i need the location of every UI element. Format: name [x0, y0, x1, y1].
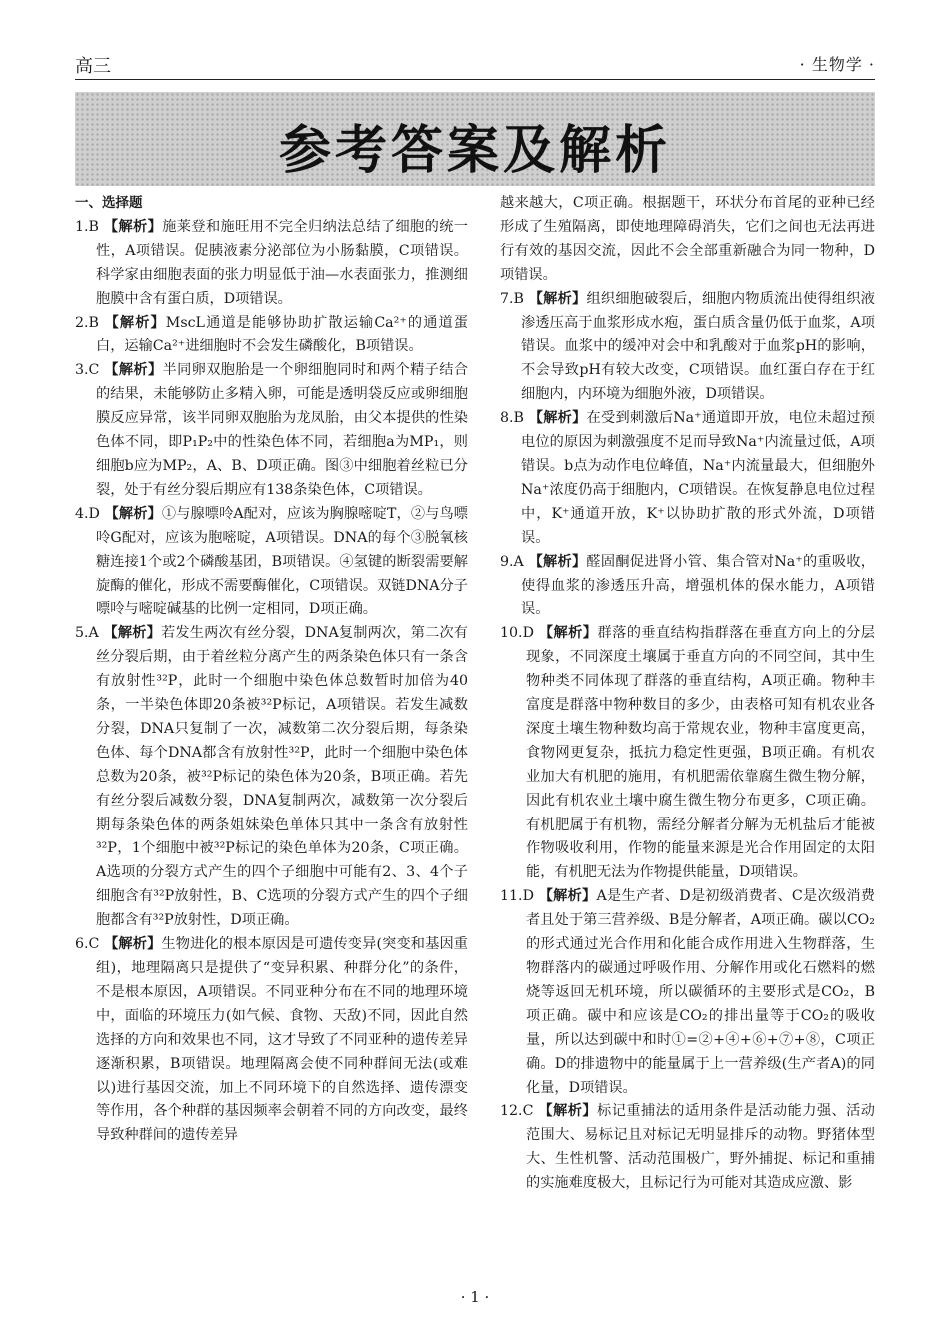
analysis-tag: 【解析】	[538, 888, 597, 905]
answer-letter: D	[522, 625, 534, 642]
title-banner	[75, 92, 875, 186]
answer-continuation: 越来越大，C项正确。根据题干，环状分布首尾的亚种已经形成了生殖隔离，即使地理障碍消失，它们之间也无法再进行有效的基因交流，因此不会全部重新融合为同一物种，D项错误。	[500, 195, 875, 283]
page-title: 参考答案及解析	[278, 121, 671, 181]
answer-letter: C	[88, 362, 100, 379]
answer-text: ①与腺嘌呤A配对，应该为胸腺嘧啶T，②与鸟嘌呤G配对，应该为胞嘧啶，A项错误。DNA的每个③脱氧核糖连接1个或2个磷酸基团，B项错误。④氢键的断裂需要解旋酶的催化，形成不需要酶催化，C项错误。双链DNA分子嘌呤与嘧啶碱基的比例一定相同，D项正确。	[96, 505, 468, 618]
answer-item	[500, 622, 875, 885]
answer-letter: B	[88, 218, 99, 235]
answer-number: 2.	[75, 314, 89, 331]
answer-item	[75, 359, 468, 502]
answer-text: 组织细胞破裂后，细胞内物质流出使得组织液渗透压高于血浆形成水疱，蛋白质含量仍低于血浆，A项错误。血浆中的缓冲对会中和乳酸对于血浆pH的影响，不会导致pH有较大改变，C项错误。血红蛋白存在于红细胞内，内环境为细胞外液，D项错误。	[521, 290, 875, 403]
answer-item	[500, 1100, 875, 1196]
analysis-tag: 【解析】	[104, 362, 163, 379]
answer-number: 3.	[75, 362, 89, 379]
right-column	[500, 192, 875, 1196]
section-title: 一、选择题	[75, 195, 143, 211]
answer-item	[500, 407, 875, 550]
answer-item	[75, 216, 468, 312]
answer-item	[75, 503, 468, 623]
analysis-tag: 【解析】	[528, 410, 587, 427]
answer-item	[75, 312, 468, 360]
answer-letter: C	[522, 1103, 534, 1120]
subject-label: · 生物学 ·	[799, 55, 875, 74]
answer-item	[500, 551, 875, 623]
answer-number: 1.	[75, 218, 89, 235]
answer-letter: B	[513, 290, 524, 307]
answer-letter: A	[513, 553, 524, 570]
analysis-tag: 【解析】	[103, 218, 163, 235]
answer-letter: A	[88, 625, 99, 642]
answer-text: A是生产者、D是初级消费者、C是次级消费者且处于第三营养级、B是分解者，A项正确。碳以CO₂的形式通过光合作用和化能合成作用进入生物群落，生物群落内的碳通过呼吸作用、分解作用或化石燃料的燃烧等返回无机环境，所以碳循环的主要形式是CO₂，B项正确。碳中和应该是CO₂的排出量等于CO₂的吸收量，所以达到碳中和时①=②+④+⑥+⑦+⑧，C项正确。D的排遗物中的能量属于上一营养级(生产者A)的同化量，D项错误。	[526, 888, 875, 1096]
answer-text: 在受到刺激后Na⁺通道即开放，电位未超过预电位的原因为刺激强度不足而导致Na⁺内流量过低，A项错误。b点为动作电位峰值，Na⁺内流量最大，但细胞外Na⁺浓度仍高于细胞内，C项错误。在恢复静息电位过程中，K⁺通道开放，K⁺以协助扩散的形式外流，D项错误。	[521, 410, 875, 546]
answer-item	[75, 933, 468, 1148]
answer-number: 7.	[500, 290, 514, 307]
analysis-tag: 【解析】	[538, 1103, 598, 1120]
analysis-tag: 【解析】	[103, 625, 161, 642]
answer-item	[500, 885, 875, 1100]
grade-label: 高三	[75, 56, 111, 77]
answer-text: 施莱登和施旺用不完全归纳法总结了细胞的统一性，A项错误。促胰液素分泌部位为小肠黏膜，C项错误。科学家由细胞表面的张力明显低于油—水表面张力，推测细胞膜中含有蛋白质，D项错误。	[96, 218, 468, 307]
answer-number: 9.	[500, 553, 514, 570]
left-column	[75, 192, 468, 1148]
analysis-tag: 【解析】	[528, 553, 587, 570]
answer-text: 标记重捕法的适用条件是活动能力强、活动范围大、易标记且对标记无明显排斥的动物。野猪体型大、生性机警、活动范围极广，野外捕捉、标记和重捕的实施难度极大，且标记行为可能对其造成应激、影	[526, 1103, 875, 1192]
answer-text: 醛固酮促进肾小管、集合管对Na⁺的重吸收，使得血浆的渗透压升高，增强机体的保水能力，A项错误。	[521, 553, 875, 618]
answer-text: 生物进化的根本原因是可遗传变异(突变和基因重组)，地理隔离只是提供了“变异积累、种群分化”的条件，不是根本原因，A项错误。不同亚种分布在不同的地理环境中，面临的环境压力(如气候、食物、天敌)不同，因此自然选择的方向和效果也不同，这才导致了不同亚种的遗传差异逐渐积累，B项错误。地理隔离会使不同种群间无法(或难以)进行基因交流，加上不同环境下的自然选择、遗传漂变等作用，各个种群的基因频率会朝着不同的方向改变，最终导致种群间的遗传差异	[96, 936, 468, 1144]
answer-item	[75, 622, 468, 933]
answer-letter: B	[513, 410, 524, 427]
answer-number: 5.	[75, 625, 89, 642]
answer-text: MscL通道是能够协助扩散运输Ca²⁺的通道蛋白，运输Ca²⁺进细胞时不会发生磷酸化，B项错误。	[96, 314, 468, 355]
answer-number: 8.	[500, 410, 514, 427]
analysis-tag: 【解析】	[538, 625, 598, 642]
answer-letter: D	[522, 888, 534, 905]
answer-letter: B	[88, 314, 99, 331]
analysis-tag: 【解析】	[104, 936, 162, 953]
answer-item	[500, 288, 875, 408]
answer-number: 11.	[500, 888, 523, 905]
analysis-tag: 【解析】	[104, 314, 166, 331]
answer-number: 10.	[500, 625, 523, 642]
answer-text: 半同卵双胞胎是一个卵细胞同时和两个精子结合的结果，未能够防止多精入卵，可能是透明袋反应或卵细胞膜反应异常，该半同卵双胞胎为龙凤胎，由父本提供的性染色体不同，即P₁P₂中的性染色体不同，若细胞a为MP₁，则细胞b应为MP₂，A、B、D项正确。图③中细胞着丝粒已分裂，处于有丝分裂后期应有138条染色体，C项错误。	[96, 362, 468, 498]
answer-text: 群落的垂直结构指群落在垂直方向上的分层现象，不同深度土壤属于垂直方向的不同空间，其中生物种类不同体现了群落的垂直结构，A项正确。物种丰富度是群落中物种数目的多少，由表格可知有机农业各深度土壤生物种数均高于常规农业，物种丰富度更高，食物网更复杂，抵抗力稳定性更强，B项正确。有机农业加大有机肥的施用，有机肥需依靠腐生微生物分解，因此有机农业土壤中腐生微生物分布更多，C项正确。有机肥属于有机物，需经分解者分解为无机盐后才能被作物吸收利用，作物的能量来源是光合作用固定的太阳能，有机肥无法为作物提供能量，D项错误。	[526, 625, 875, 881]
answer-number: 4.	[75, 505, 89, 522]
answer-number: 6.	[75, 936, 89, 953]
answer-number: 12.	[500, 1103, 523, 1120]
header-rule	[75, 79, 875, 80]
page-number: · 1 ·	[460, 1288, 490, 1306]
analysis-tag: 【解析】	[104, 505, 162, 522]
analysis-tag: 【解析】	[528, 290, 587, 307]
answer-letter: D	[88, 505, 100, 522]
answer-letter: C	[88, 936, 100, 953]
page-header	[75, 52, 875, 78]
answer-text: 若发生两次有丝分裂，DNA复制两次，第二次有丝分裂后期，由于着丝粒分离产生的两条染色体只有一条含有放射性³²P，此时一个细胞中染色体总数暂时加倍为40条，一半染色体即20条被³²P标记，A项错误。若发生减数分裂，DNA只复制了一次，减数第二次分裂后期，每条染色体、每个DNA都含有放射性³²P，此时一个细胞中染色体总数为20条，被³²P标记的染色体为20条，B项正确。若先有丝分裂后减数分裂，DNA复制两次，减数第一次分裂后期每条染色体的两条姐妹染色单体只其中一条含有放射性³²P，1个细胞中被³²P标记的染色单体为20条，C项正确。A选项的分裂方式产生的四个子细胞中可能有2、3、4个子细胞含有³²P放射性，B、C选项的分裂方式产生的四个子细胞都含有³²P放射性，D项正确。	[96, 625, 468, 929]
